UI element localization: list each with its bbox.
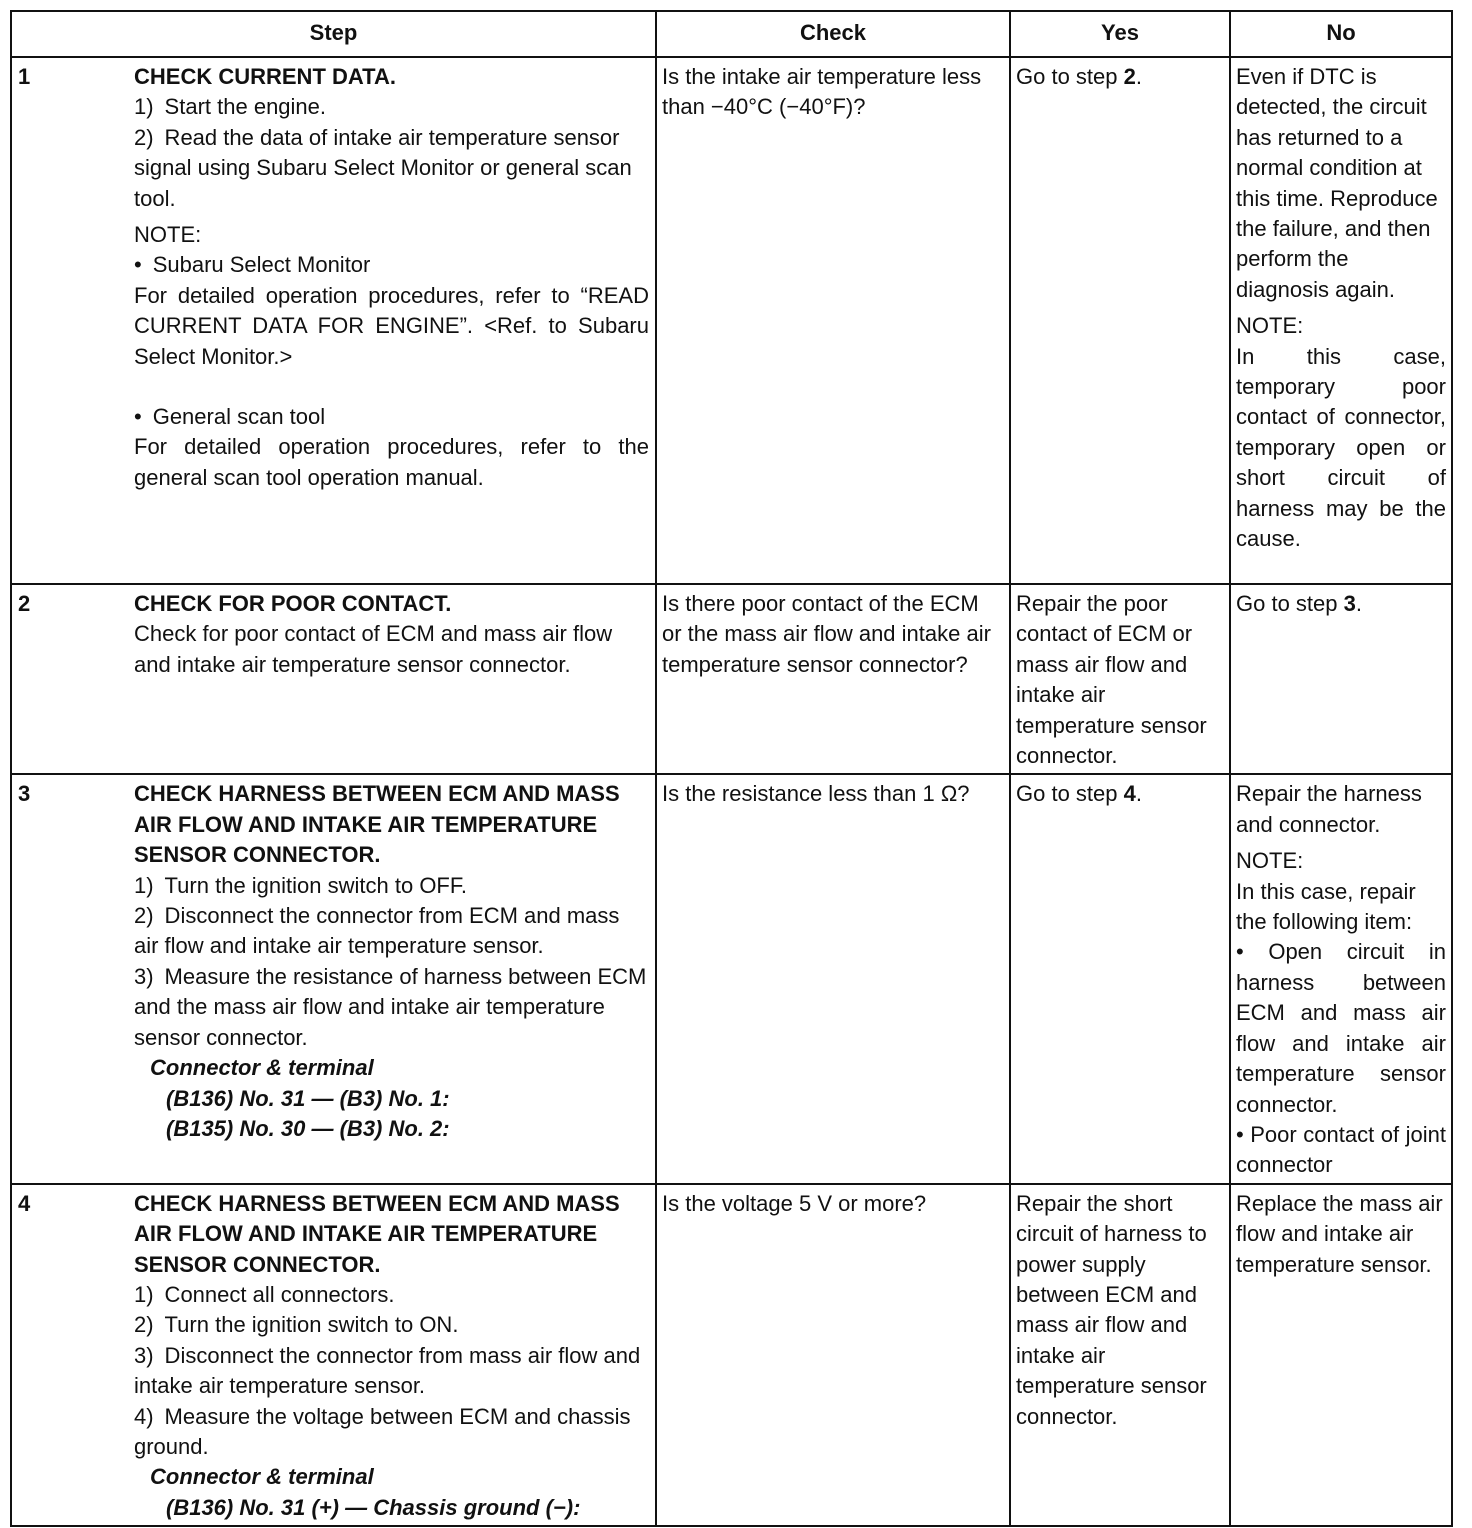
step-cell	[11, 57, 656, 584]
yes-text: Go to step	[1016, 64, 1124, 89]
no-note-label: NOTE:	[1236, 313, 1304, 339]
connector-label: Connector & terminal	[150, 1464, 374, 1490]
yes-step-ref: 2	[1123, 64, 1136, 89]
no-cell	[1230, 57, 1452, 584]
terminal-spec: (B135) No. 30 — (B3) No. 2:	[166, 1115, 450, 1141]
header-no: No	[1230, 11, 1452, 57]
step-title: CHECK FOR POOR CONTACT.	[134, 591, 452, 616]
step-instruction: Check for poor contact of ECM and mass air flow and intake air temperature sensor connector.	[134, 621, 613, 677]
no-text: Replace the mass air flow and intake air temperature sensor.	[1236, 1190, 1443, 1277]
terminal-spec: (B136) No. 31 — (B3) No. 1:	[166, 1085, 450, 1111]
table-row	[11, 1184, 1452, 1526]
table-row	[11, 57, 1452, 584]
step-number: 4	[18, 1190, 31, 1216]
step-body	[130, 775, 655, 1146]
bullet-item: • General scan tool	[134, 404, 326, 430]
step-instruction: 3) Disconnect the connector from mass air flow and intake air temperature sensor.	[134, 1342, 641, 1399]
yes-cell	[1010, 1184, 1230, 1526]
bullet-text: For detailed operation procedures, refer to “READ CURRENT DATA FOR ENGINE”. <Ref. to Subaru Select Monitor.>	[134, 282, 649, 369]
check-cell	[656, 774, 1010, 1183]
terminal-spec: (B136) No. 31 (+) — Chassis ground (−):	[166, 1494, 581, 1520]
bullet-item: • Subaru Select Monitor	[134, 252, 371, 278]
no-list-item: • Open circuit in harness between ECM and mass air flow and intake air temperature sensor connector.	[1236, 939, 1446, 1117]
step-number: 2	[18, 591, 31, 616]
connector-label: Connector & terminal	[150, 1055, 374, 1081]
step-body	[130, 585, 655, 682]
yes-cell	[1010, 584, 1230, 774]
no-cell	[1230, 584, 1452, 774]
no-text: Repair the harness and connector.	[1236, 781, 1422, 837]
step-instruction: 2) Disconnect the connector from ECM and mass air flow and intake air temperature sensor.	[134, 903, 620, 959]
check-text: Is the resistance less than 1 Ω?	[662, 781, 970, 807]
yes-cell	[1010, 774, 1230, 1183]
step-instruction: 2) Turn the ignition switch to ON.	[134, 1312, 459, 1338]
header-yes: Yes	[1010, 11, 1230, 57]
yes-text: Go to step	[1016, 781, 1124, 807]
table-row	[11, 584, 1452, 774]
header-row	[11, 11, 1452, 57]
check-cell	[656, 584, 1010, 774]
note-label: NOTE:	[134, 222, 202, 248]
no-note-text: In this case, repair the following item:	[1236, 878, 1416, 935]
step-body	[130, 58, 655, 495]
step-instruction: 2) Read the data of intake air temperature sensor signal using Subaru Select Monitor or general scan tool.	[134, 124, 632, 211]
check-cell	[656, 57, 1010, 584]
no-note-text: In this case, temporary poor contact of connector, temporary open or short circuit of harness may be the cause.	[1236, 343, 1446, 552]
step-title: CHECK CURRENT DATA.	[134, 64, 396, 89]
header-check: Check	[656, 11, 1010, 57]
check-cell	[656, 1184, 1010, 1526]
no-cell	[1230, 774, 1452, 1183]
yes-text: Repair the short circuit of harness to power supply between ECM and mass air flow and intake air temperature sensor connector.	[1016, 1190, 1207, 1429]
diagnostic-table	[10, 10, 1453, 1527]
no-text-end: .	[1355, 591, 1362, 616]
bullet-text: For detailed operation procedures, refer to the general scan tool operation manual.	[134, 434, 649, 490]
step-instruction: 1) Start the engine.	[134, 94, 327, 120]
no-note-label: NOTE:	[1236, 848, 1304, 874]
step-title: CHECK HARNESS BETWEEN ECM AND MASS AIR FLOW AND INTAKE AIR TEMPERATURE SENSOR CONNECTOR.	[134, 1190, 620, 1277]
step-instruction: 3) Measure the resistance of harness between ECM and the mass air flow and intake air temperature sensor connector.	[134, 963, 647, 1050]
step-instruction: 1) Turn the ignition switch to OFF.	[134, 872, 467, 898]
check-text: Is the voltage 5 V or more?	[662, 1190, 927, 1216]
step-instruction: 1) Connect all connectors.	[134, 1281, 395, 1307]
no-step-ref: 3	[1343, 591, 1356, 616]
step-cell	[11, 584, 656, 774]
yes-cell	[1010, 57, 1230, 584]
step-instruction: 4) Measure the voltage between ECM and chassis ground.	[134, 1403, 631, 1459]
table-row	[11, 774, 1452, 1183]
no-text: Go to step	[1236, 591, 1344, 616]
step-cell	[11, 1184, 656, 1526]
step-number: 1	[18, 64, 31, 89]
step-title: CHECK HARNESS BETWEEN ECM AND MASS AIR FLOW AND INTAKE AIR TEMPERATURE SENSOR CONNECTOR.	[134, 781, 620, 868]
yes-text: Repair the poor contact of ECM or mass air flow and intake air temperature sensor connector.	[1016, 591, 1207, 769]
check-text: Is there poor contact of the ECM or the mass air flow and intake air temperature sensor connector?	[662, 591, 991, 677]
step-number: 3	[18, 781, 31, 807]
yes-step-ref: 4	[1123, 781, 1136, 807]
no-list-item: • Poor contact of joint connector	[1236, 1121, 1446, 1178]
step-body	[130, 1185, 655, 1525]
yes-text-end: .	[1135, 781, 1142, 807]
header-step: Step	[11, 11, 656, 57]
yes-text-end: .	[1135, 64, 1142, 89]
check-text: Is the intake air temperature less than −40°C (−40°F)?	[662, 64, 982, 120]
no-cell	[1230, 1184, 1452, 1526]
no-text: Even if DTC is detected, the circuit has returned to a normal condition at this time. Reproduce the failure, and then perform the diagnosis again.	[1236, 64, 1438, 302]
step-cell	[11, 774, 656, 1183]
